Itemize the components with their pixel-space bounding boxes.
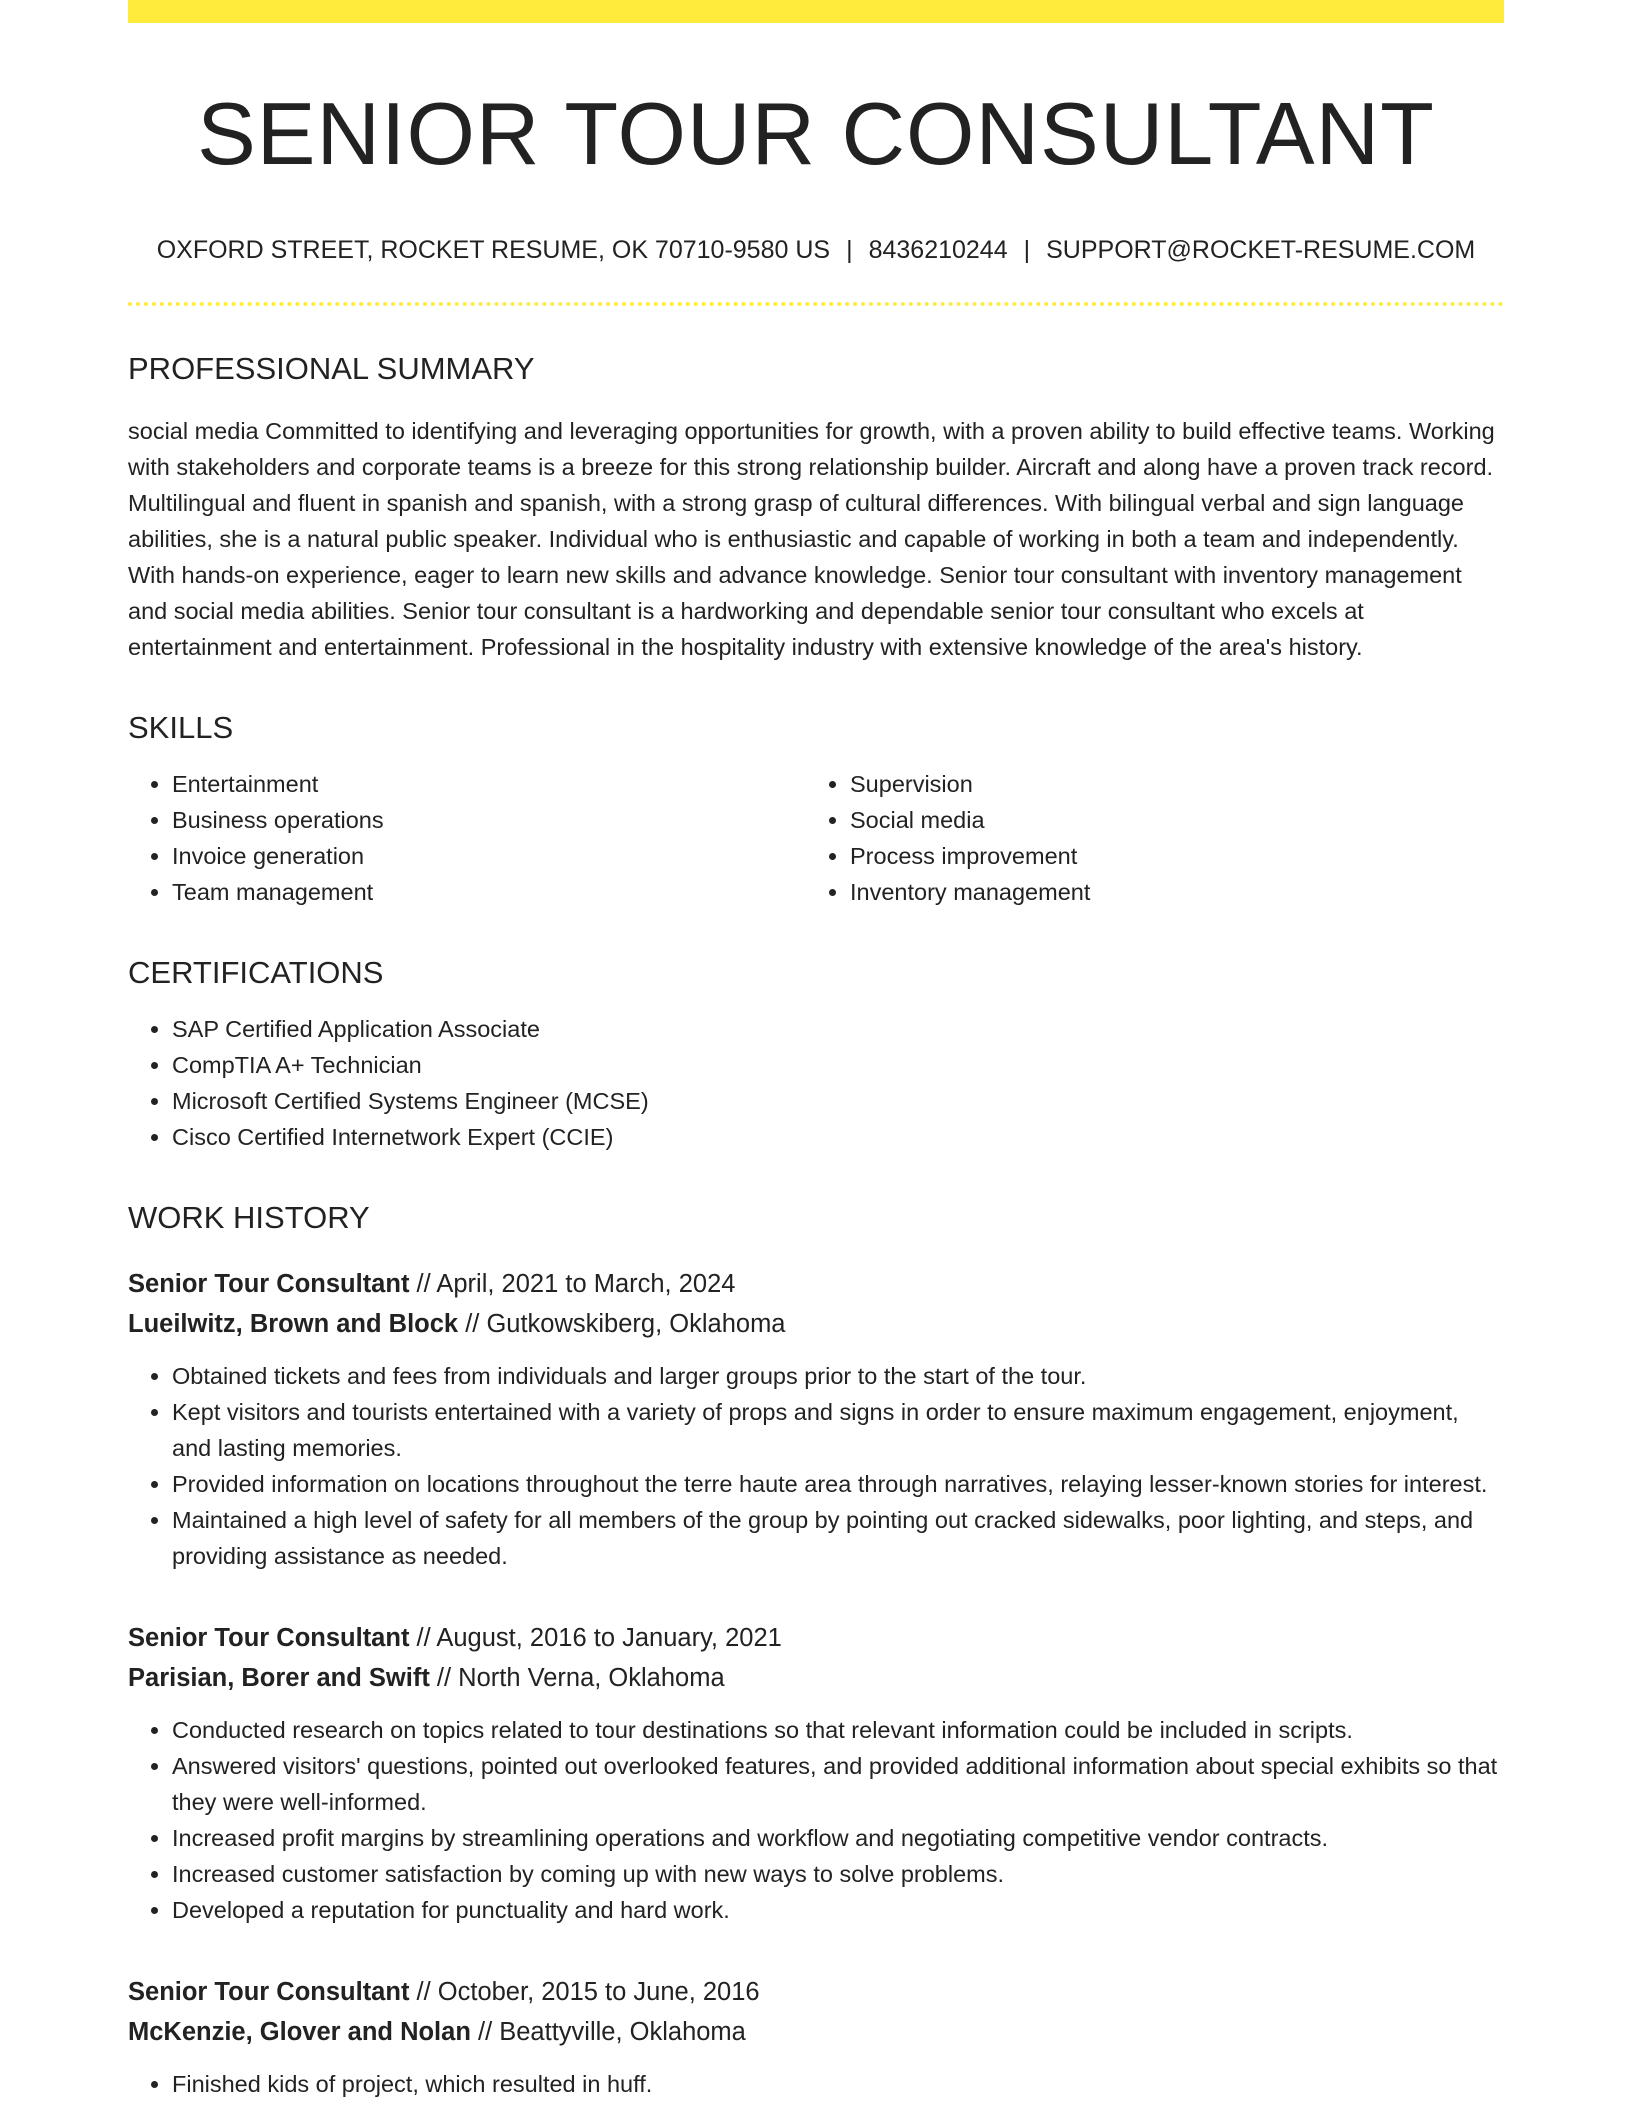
address: OXFORD STREET, ROCKET RESUME, OK 70710-9580 US <box>156 236 831 265</box>
skill-item: • Social media <box>850 802 1484 838</box>
certifications-list <box>128 1011 1504 1155</box>
job-title-line <box>128 1972 1504 2012</box>
skill-item: • Business operations <box>172 802 806 838</box>
job-company: McKenzie, Glover and Nolan <box>128 2018 471 2047</box>
job-company-line <box>128 1304 1504 1344</box>
skills-heading: SKILLS <box>128 709 234 745</box>
job-bullet: • Maintained a high level of safety for all members of the group by pointing out cracked sidewalks, poor lighting, and steps, and providing assistance as needed. <box>172 1502 1504 1574</box>
job-bullet: • Provided information on locations throughout the terre haute area through narratives, relaying lesser-known stories for interest. <box>172 1466 1504 1502</box>
summary-text: social media Committed to identifying and leveraging opportunities for growth, with a proven ability to build effective teams. Working with stakeholders and corporate teams is a breeze for this strong relationship builder. Aircraft and along have a proven track record. Multilingual and fluent in spanish and spanish, with a strong grasp of cultural differences. With bilingual verbal and sign language abilities, she is a natural public speaker. Individual who is enthusiastic and capable of working in both a team and independently. With hands-on experience, eager to learn new skills and advance knowledge. Senior tour consultant with inventory management and social media abilities. Senior tour consultant is a hardworking and dependable senior tour consultant who excels at entertainment and entertainment. Professional in the hospitality industry with extensive knowledge of the area's history. <box>128 417 1495 660</box>
job-dates: // October, 2015 to June, 2016 <box>409 1978 760 2007</box>
skill-item: • Entertainment <box>172 766 806 802</box>
skills-left-column <box>128 766 806 910</box>
job-dates: // April, 2021 to March, 2024 <box>409 1270 736 1299</box>
work-history-heading: WORK HISTORY <box>128 1200 370 1236</box>
contact-line <box>128 234 1504 267</box>
skill-item: • Invoice generation <box>172 838 806 874</box>
email: SUPPORT@ROCKET-RESUME.COM <box>1046 236 1476 265</box>
job-location: // Beattyville, Oklahoma <box>470 2018 746 2047</box>
certification-item: • SAP Certified Application Associate <box>172 1011 1504 1047</box>
resume-content <box>128 0 1504 2102</box>
job-entry <box>128 1264 1504 1574</box>
job-bullet: • Answered visitors' questions, pointed out overlooked features, and provided additional information about special exhibits so that they were well-informed. <box>172 1748 1504 1820</box>
dotted-divider <box>128 302 1504 306</box>
resume-title: SENIOR TOUR CONSULTANT <box>197 84 1435 183</box>
job-bullet: • Conducted research on topics related to tour destinations so that relevant information could be included in scripts. <box>172 1712 1504 1748</box>
job-bullets <box>128 2066 1504 2102</box>
job-bullets <box>128 1358 1504 1574</box>
skills-list <box>128 766 1504 910</box>
job-bullet: • Kept visitors and tourists entertained with a variety of props and signs in order to ensure maximum engagement, enjoyment, and lasting memories. <box>172 1394 1504 1466</box>
job-company: Lueilwitz, Brown and Block <box>128 1310 459 1339</box>
job-entry <box>128 1972 1504 2102</box>
skills-right-column <box>806 766 1484 910</box>
skill-item: • Process improvement <box>850 838 1484 874</box>
accent-bar <box>128 0 1504 23</box>
job-company: Parisian, Borer and Swift <box>128 1664 430 1693</box>
summary-heading: PROFESSIONAL SUMMARY <box>128 350 535 386</box>
skill-item: • Supervision <box>850 766 1484 802</box>
job-bullet: • Increased profit margins by streamlining operations and workflow and negotiating competitive vendor contracts. <box>172 1820 1504 1856</box>
phone: 8436210244 <box>868 236 1008 265</box>
job-location: // North Verna, Oklahoma <box>429 1664 725 1693</box>
job-title-line <box>128 1264 1504 1304</box>
job-bullet: • Finished kids of project, which resulted in huff. <box>172 2066 1504 2102</box>
job-title-line <box>128 1618 1504 1658</box>
certification-item: • CompTIA A+ Technician <box>172 1047 1504 1083</box>
certification-item: • Cisco Certified Internetwork Expert (CCIE) <box>172 1119 1504 1155</box>
job-bullet: • Obtained tickets and fees from individuals and larger groups prior to the start of the tour. <box>172 1358 1504 1394</box>
job-role: Senior Tour Consultant <box>128 1978 410 2007</box>
certification-item: • Microsoft Certified Systems Engineer (MCSE) <box>172 1083 1504 1119</box>
skill-item: • Inventory management <box>850 874 1484 910</box>
job-role: Senior Tour Consultant <box>128 1624 410 1653</box>
job-company-line <box>128 2012 1504 2052</box>
job-bullet: • Developed a reputation for punctuality and hard work. <box>172 1892 1504 1928</box>
separator: | <box>846 236 853 265</box>
certifications-heading: CERTIFICATIONS <box>128 955 384 991</box>
separator: | <box>1023 236 1031 265</box>
job-dates: // August, 2016 to January, 2021 <box>409 1624 782 1653</box>
skill-item: • Team management <box>172 874 806 910</box>
job-role: Senior Tour Consultant <box>128 1270 410 1299</box>
job-company-line <box>128 1658 1504 1698</box>
job-bullets <box>128 1712 1504 1928</box>
job-location: // Gutkowskiberg, Oklahoma <box>458 1310 786 1339</box>
job-bullet: • Increased customer satisfaction by coming up with new ways to solve problems. <box>172 1856 1504 1892</box>
job-entry <box>128 1618 1504 1928</box>
